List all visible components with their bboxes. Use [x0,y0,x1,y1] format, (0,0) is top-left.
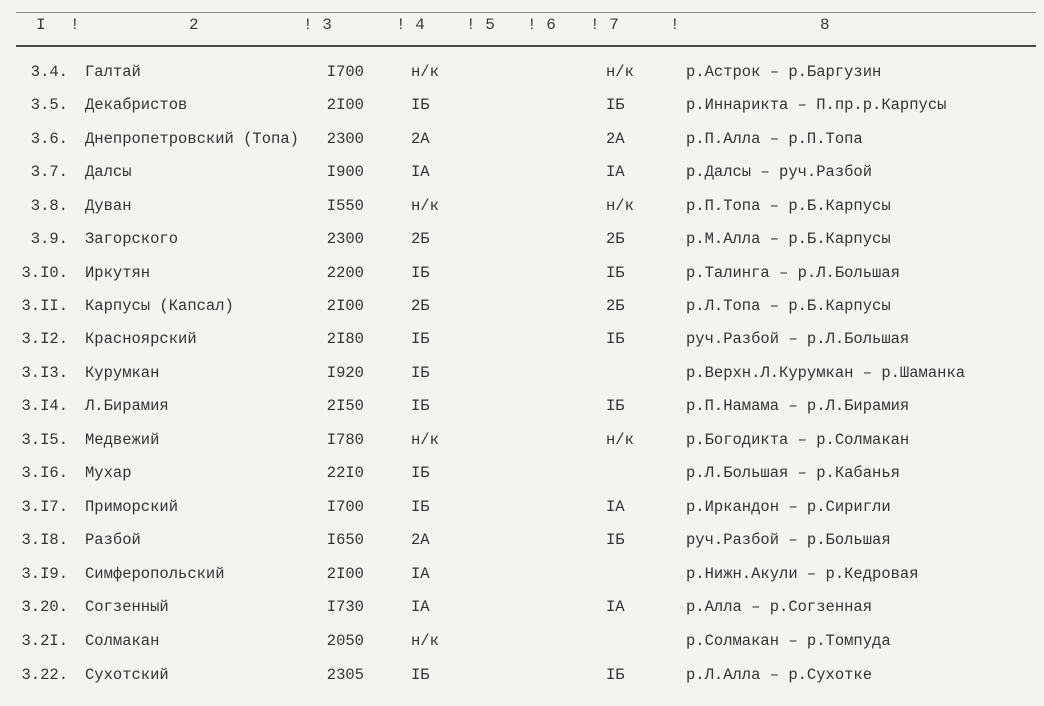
header-col-6: ! 6 [527,16,556,34]
header-col-1-separator: ! [70,16,80,34]
route: р.Богодикта – р.Солмакан [686,431,910,449]
category: н/к [606,63,634,81]
altitude: I700 [326,63,364,81]
pass-name: Симферопольский [85,565,225,583]
route: р.П.Алла – р.П.Топа [686,130,863,148]
route: р.М.Алла – р.Б.Карпусы [686,230,891,248]
route: р.Солмакан – р.Томпуда [686,632,891,650]
altitude: I650 [326,531,364,549]
table-row [0,162,1044,195]
pass-name: Мухар [85,464,132,482]
difficulty: IБ [411,96,430,114]
difficulty: 2А [411,130,430,148]
pass-name: Галтай [85,63,141,81]
category: IБ [606,96,625,114]
category: IА [606,498,625,516]
header-bottom-rule [16,45,1036,47]
altitude: 2I00 [326,297,364,315]
table-row [0,564,1044,597]
altitude: 22I0 [326,464,364,482]
altitude: 2300 [326,230,364,248]
difficulty: 2Б [411,230,430,248]
pass-name: Красноярский [85,330,197,348]
route: руч.Разбой – р.Большая [686,531,891,549]
difficulty: IБ [411,397,430,415]
difficulty: IБ [411,666,430,684]
route: р.Верхн.Л.Курумкан – р.Шаманка [686,364,966,382]
category: 2А [606,130,625,148]
pass-name: Курумкан [85,364,160,382]
header-col-5: ! 5 [466,16,495,34]
altitude: I730 [326,598,364,616]
table-row [0,329,1044,362]
route: р.Астрок – р.Баргузин [686,63,882,81]
table-row [0,296,1044,329]
altitude: 2I00 [326,565,364,583]
row-number: 3.9. [30,230,68,248]
difficulty: н/к [411,632,439,650]
table-row [0,129,1044,162]
difficulty: 2Б [411,297,430,315]
row-number: 3.I7. [21,498,68,516]
difficulty: IБ [411,498,430,516]
altitude: I920 [326,364,364,382]
altitude: I550 [326,197,364,215]
route: р.Нижн.Акули – р.Кедровая [686,565,919,583]
altitude: 2305 [326,666,364,684]
row-number: 3.7. [30,163,68,181]
pass-name: Загорского [85,230,179,248]
header-col-7-separator: ! [670,16,680,34]
route: р.Талинга – р.Л.Большая [686,264,900,282]
difficulty: н/к [411,63,439,81]
table-row [0,396,1044,429]
row-number: 3.8. [30,197,68,215]
difficulty: н/к [411,431,439,449]
difficulty: IА [411,163,430,181]
table-row [0,665,1044,698]
category: н/к [606,431,634,449]
header-col-7: ! 7 [590,16,619,34]
category: IБ [606,264,625,282]
pass-name: Дуван [85,197,132,215]
row-number: 3.I2. [21,330,68,348]
header-col-3: ! 3 [303,16,332,34]
altitude: 2I50 [326,397,364,415]
table-row [0,229,1044,262]
pass-name: Л.Бирамия [85,397,169,415]
altitude: 2300 [326,130,364,148]
table-row [0,62,1044,95]
pass-name: Солмакан [85,632,160,650]
difficulty: IБ [411,364,430,382]
difficulty: IБ [411,264,430,282]
row-number: 3.5. [30,96,68,114]
pass-name: Днепропетровский (Топа) [85,130,299,148]
route: р.Алла – р.Согзенная [686,598,873,616]
route: р.П.Намама – р.Л.Бирамия [686,397,910,415]
category: 2Б [606,230,625,248]
altitude: 2I80 [326,330,364,348]
table-row [0,597,1044,630]
table-row [0,631,1044,664]
row-number: 3.I3. [21,364,68,382]
pass-name: Далсы [85,163,132,181]
difficulty: IА [411,598,430,616]
table-header [0,0,1044,50]
category: IА [606,163,625,181]
table-row [0,363,1044,396]
row-number: 3.II. [21,297,68,315]
difficulty: н/к [411,197,439,215]
difficulty: IБ [411,330,430,348]
route: р.Л.Алла – р.Сухотке [686,666,873,684]
row-number: 3.22. [21,666,68,684]
pass-name: Карпусы (Капсал) [85,297,234,315]
table-row [0,530,1044,563]
row-number: 3.6. [30,130,68,148]
altitude: 2200 [326,264,364,282]
row-number: 3.I9. [21,565,68,583]
difficulty: IА [411,565,430,583]
header-col-4: ! 4 [396,16,425,34]
route: р.Иннарикта – П.пр.р.Карпусы [686,96,947,114]
category: IБ [606,330,625,348]
category: IБ [606,397,625,415]
route: р.П.Топа – р.Б.Карпусы [686,197,891,215]
category: н/к [606,197,634,215]
difficulty: 2А [411,531,430,549]
header-col-2: 2 [189,16,199,34]
route: р.Иркандон – р.Сиригли [686,498,891,516]
route: р.Л.Большая – р.Кабанья [686,464,900,482]
route: руч.Разбой – р.Л.Большая [686,330,910,348]
pass-name: Разбой [85,531,141,549]
table-row [0,430,1044,463]
header-col-1: I [36,16,46,34]
pass-name: Иркутян [85,264,151,282]
category: IА [606,598,625,616]
pass-name: Согзенный [85,598,169,616]
header-top-rule [16,12,1036,13]
table-row [0,497,1044,530]
row-number: 3.I4. [21,397,68,415]
row-number: 3.I8. [21,531,68,549]
pass-name: Медвежий [85,431,160,449]
header-col-8: 8 [820,16,830,34]
pass-name: Декабристов [85,96,188,114]
altitude: I780 [326,431,364,449]
category: IБ [606,531,625,549]
row-number: 3.I0. [21,264,68,282]
difficulty: IБ [411,464,430,482]
altitude: 2050 [326,632,364,650]
pass-name: Сухотский [85,666,169,684]
altitude: I700 [326,498,364,516]
table-row [0,463,1044,496]
table-row [0,196,1044,229]
altitude: 2I00 [326,96,364,114]
route: р.Л.Топа – р.Б.Карпусы [686,297,891,315]
pass-name: Приморский [85,498,179,516]
row-number: 3.I5. [21,431,68,449]
table-row [0,95,1044,128]
table-row [0,263,1044,296]
row-number: 3.20. [21,598,68,616]
category: IБ [606,666,625,684]
row-number: 3.I6. [21,464,68,482]
row-number: 3.2I. [21,632,68,650]
route: р.Далсы – руч.Разбой [686,163,873,181]
category: 2Б [606,297,625,315]
altitude: I900 [326,163,364,181]
row-number: 3.4. [30,63,68,81]
